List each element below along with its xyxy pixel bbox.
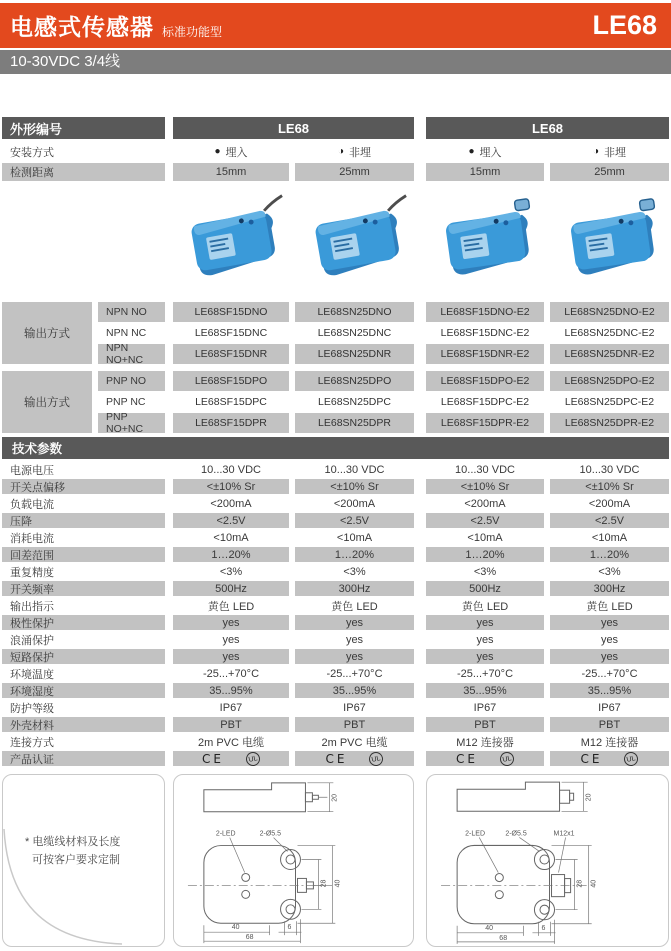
sensor-photo-connector: [426, 181, 544, 300]
part-number-cell: LE68SN25DNR: [295, 344, 414, 364]
spec-value: <200mA: [464, 497, 506, 510]
spec-row: [2, 513, 669, 528]
led-callout: 2-LED: [215, 830, 236, 838]
series-name-right: LE68: [426, 117, 669, 139]
distance-row: [2, 163, 669, 181]
spec-value: 黄色 LED: [331, 600, 378, 613]
spec-value: <3%: [343, 565, 366, 578]
mount-text: 埋入: [225, 146, 248, 159]
part-number-cell: LE68SN25DNR-E2: [550, 344, 669, 364]
dim-hole-offset: 6: [541, 924, 546, 932]
spec-value: IP67: [219, 701, 243, 714]
spec-label: 电源电压: [10, 464, 54, 477]
spec-value: <2.5V: [426, 513, 544, 528]
spec-value: IP67: [598, 701, 621, 714]
spec-value: -25...+70°C: [202, 667, 260, 680]
cert-cell: [173, 751, 289, 766]
sensor-photo-cable: [173, 181, 289, 300]
cable-drawing-panel: [173, 774, 414, 947]
spec-value: 500Hz: [426, 581, 544, 596]
spec-value: 1…20%: [295, 547, 414, 562]
spec-value: <±10% Sr: [295, 479, 414, 494]
output-type-cell: NPN NO: [98, 302, 165, 322]
series-name-left: LE68: [173, 117, 414, 139]
ul-mark-icon: UL: [499, 750, 516, 767]
dim-hole-offset: 6: [287, 924, 292, 932]
ce-mark-icon: CE: [580, 751, 603, 766]
spec-value: 10...30 VDC: [579, 463, 640, 476]
dim-hole-span: 28: [320, 879, 328, 888]
note-line-2: 可按客户要求定制: [32, 854, 120, 866]
page-subtitle: 标准功能型: [162, 25, 223, 39]
part-number-row: [98, 392, 669, 412]
non-flush-icon: ◑: [592, 146, 600, 157]
part-number-cell: LE68SN25DPO: [295, 371, 414, 391]
part-number-cell: LE68SF15DNR: [173, 344, 289, 364]
mount-cell: [426, 142, 544, 161]
spec-row: [2, 615, 669, 630]
part-number-row: [98, 371, 669, 391]
spec-label: 防护等级: [10, 702, 54, 715]
spec-value: 1…20%: [426, 547, 544, 562]
mount-text: 非埋: [349, 146, 372, 159]
part-number-cell: LE68SF15DNO-E2: [426, 302, 544, 322]
distance-value: 25mm: [550, 163, 669, 181]
spec-value: yes: [426, 615, 544, 630]
spec-value: yes: [295, 615, 414, 630]
output-type-cell: NPN NO+NC: [98, 344, 165, 364]
spec-value: <2.5V: [295, 513, 414, 528]
spec-value: yes: [426, 649, 544, 664]
spec-label: 环境温度: [10, 668, 54, 681]
spec-value: <2.5V: [550, 513, 669, 528]
spec-value: 300Hz: [295, 581, 414, 596]
spec-label: 压降: [2, 513, 165, 528]
part-number-cell: LE68SN25DPC-E2: [564, 396, 655, 408]
dim-left-width: 40: [231, 924, 240, 932]
spec-value: IP67: [473, 701, 497, 714]
mount-cell: [550, 142, 669, 161]
part-number-row: [98, 302, 669, 322]
spec-label: 连接方式: [10, 736, 54, 749]
part-number-cell: LE68SF15DPC-E2: [440, 396, 530, 408]
cert-cell: [295, 751, 414, 766]
spec-value: 10...30 VDC: [201, 463, 261, 476]
led-callout: 2-LED: [465, 830, 486, 838]
ce-mark-icon: CE: [325, 751, 348, 766]
spec-value: <200mA: [210, 497, 252, 510]
spec-value: yes: [173, 615, 289, 630]
spec-value: <10mA: [213, 531, 249, 544]
note-line-1: * 电缆线材料及长度: [25, 836, 121, 848]
part-number-cell: LE68SN25DNC: [317, 327, 392, 339]
spec-value: <10mA: [591, 531, 628, 544]
dim-total-width: 68: [499, 934, 508, 942]
ul-mark-icon: UL: [245, 750, 262, 767]
spec-value: PBT: [426, 717, 544, 732]
mount-cell: [173, 142, 289, 161]
content: [2, 117, 669, 947]
distance-value: 15mm: [173, 163, 289, 181]
spec-value: -25...+70°C: [456, 667, 514, 680]
spec-value: PBT: [173, 717, 289, 732]
mount-text: 埋入: [479, 146, 502, 159]
spec-row: [2, 632, 669, 647]
cert-label: 产品认证: [2, 751, 165, 766]
distance-label: 检测距离: [2, 163, 165, 181]
spec-value: <±10% Sr: [173, 479, 289, 494]
spec-value: <3%: [473, 565, 497, 578]
cable-dimension-drawing: [174, 775, 413, 946]
dim-body-height: 40: [590, 879, 598, 888]
spec-value: 黄色 LED: [207, 600, 255, 613]
dim-total-width: 68: [245, 934, 254, 942]
spec-value: <10mA: [336, 531, 373, 544]
ce-mark-icon: CE: [456, 751, 478, 766]
part-number-cell: LE68SF15DPR: [173, 413, 289, 433]
spec-value: <±10% Sr: [426, 479, 544, 494]
spec-value: yes: [295, 649, 414, 664]
part-number-cell: LE68SF15DNC: [194, 327, 268, 339]
spec-value: yes: [600, 633, 619, 646]
spec-label: 极性保护: [2, 615, 165, 630]
part-number-cell: LE68SF15DPO: [173, 371, 289, 391]
part-number-cell: LE68SN25DNO: [295, 302, 414, 322]
spec-value: yes: [550, 649, 669, 664]
part-number-cell: LE68SN25DPO-E2: [550, 371, 669, 391]
part-number-cell: LE68SF15DNR-E2: [426, 344, 544, 364]
spec-value: 1…20%: [550, 547, 669, 562]
output-type-cell: NPN NC: [106, 327, 147, 339]
spec-value: 35...95%: [295, 683, 414, 698]
spec-label: 短路保护: [2, 649, 165, 664]
drawing-panels: [2, 774, 669, 947]
spec-row: [2, 479, 669, 494]
corner-arc-decoration: [2, 829, 122, 947]
part-number-row: [98, 413, 669, 433]
spec-value: IP67: [343, 701, 366, 714]
spec-value: yes: [345, 633, 364, 646]
voltage-bar: 10-30VDC 3/4线: [0, 50, 671, 74]
ul-mark-icon: UL: [368, 750, 385, 767]
spec-value: 35...95%: [426, 683, 544, 698]
spec-value: yes: [550, 615, 669, 630]
spec-row: [2, 666, 669, 681]
specs-table: [2, 462, 669, 749]
spec-value: yes: [173, 649, 289, 664]
spec-row: [2, 683, 669, 698]
spec-value: PBT: [295, 717, 414, 732]
distance-value: 15mm: [426, 163, 544, 181]
spec-label: 开关频率: [2, 581, 165, 596]
spec-label: 负载电流: [10, 498, 54, 511]
output-type-cell: PNP NC: [106, 396, 146, 408]
header-bar: [0, 3, 671, 48]
flush-icon: ●: [468, 146, 475, 157]
spec-value: -25...+70°C: [581, 667, 638, 680]
output-type-cell: PNP NO+NC: [98, 413, 165, 433]
spec-value: 35...95%: [550, 683, 669, 698]
m12-callout: M12x1: [553, 830, 575, 838]
spec-row: [2, 462, 669, 477]
spec-row: [2, 700, 669, 715]
part-number-cell: LE68SF15DNC-E2: [440, 327, 530, 339]
sensor-photo-connector: [550, 181, 669, 300]
spec-value: 10...30 VDC: [455, 463, 515, 476]
dim-left-width: 40: [485, 924, 494, 932]
spec-label: 输出指示: [10, 600, 54, 613]
part-number-cell: LE68SN25DNC-E2: [564, 327, 655, 339]
spec-row: [2, 564, 669, 579]
certification-row: [2, 751, 669, 766]
dim-side-height: 20: [585, 793, 593, 802]
spec-value: <2.5V: [173, 513, 289, 528]
spec-value: <200mA: [333, 497, 376, 510]
shape-label: 外形编号: [2, 117, 165, 139]
hole-callout: 2-Ø5.5: [505, 830, 527, 838]
series-header-row: [2, 117, 669, 139]
part-number-cell: LE68SN25DPR: [295, 413, 414, 433]
dim-hole-span: 28: [576, 879, 584, 888]
dim-side-height: 20: [331, 793, 339, 802]
note-panel: [2, 774, 165, 947]
spec-value: -25...+70°C: [326, 667, 383, 680]
spec-row: [2, 734, 669, 749]
spec-value: <3%: [598, 565, 621, 578]
spec-value: 300Hz: [550, 581, 669, 596]
spec-row: [2, 547, 669, 562]
output-mode-label: 输出方式: [2, 371, 92, 433]
spec-value: <3%: [219, 565, 243, 578]
part-number-cell: LE68SF15DPR-E2: [426, 413, 544, 433]
flush-icon: ●: [214, 146, 221, 157]
ul-mark-icon: UL: [623, 750, 640, 767]
spec-label: 环境湿度: [2, 683, 165, 698]
part-number-cell: LE68SN25DPR-E2: [550, 413, 669, 433]
mount-label: 安装方式: [10, 146, 54, 159]
cert-cell: [426, 751, 544, 766]
spec-row: [2, 530, 669, 545]
spec-label: 消耗电流: [10, 532, 54, 545]
part-number-cell: LE68SF15DPO-E2: [426, 371, 544, 391]
spec-value: 2m PVC 电缆: [197, 736, 264, 749]
spec-value: 500Hz: [173, 581, 289, 596]
spec-value: 黄色 LED: [461, 600, 509, 613]
part-number-cell: LE68SF15DNO: [173, 302, 289, 322]
spec-value: 1…20%: [173, 547, 289, 562]
spec-row: [2, 598, 669, 613]
spec-label: 回差范围: [2, 547, 165, 562]
mount-cell: [295, 142, 414, 161]
spec-value: <200mA: [588, 497, 631, 510]
mount-row: [2, 142, 669, 161]
part-number-cell: LE68SN25DNO-E2: [550, 302, 669, 322]
part-number-row: [98, 344, 669, 364]
non-flush-icon: ◑: [337, 146, 345, 157]
mount-text: 非埋: [604, 146, 627, 159]
npn-table: [2, 302, 669, 364]
part-number-row: [98, 323, 669, 343]
specs-title-bar: 技术参数: [2, 437, 669, 459]
output-mode-label: 输出方式: [2, 302, 92, 364]
spec-row: [2, 581, 669, 596]
spec-value: M12 连接器: [580, 736, 639, 749]
spec-value: 10...30 VDC: [324, 463, 385, 476]
spec-value: yes: [476, 633, 494, 646]
pnp-rows: [98, 371, 669, 433]
model-number: LE68: [592, 10, 657, 40]
spec-label: 开关点偏移: [2, 479, 165, 494]
spec-value: <±10% Sr: [550, 479, 669, 494]
image-spacer: [2, 181, 165, 300]
dim-body-height: 40: [334, 879, 342, 888]
product-image-row: [2, 181, 669, 300]
spec-value: yes: [222, 633, 240, 646]
connector-drawing-panel: [426, 774, 669, 947]
sensor-photo-cable: [295, 181, 414, 300]
spec-value: PBT: [550, 717, 669, 732]
part-number-cell: LE68SN25DPC: [318, 396, 391, 408]
spec-label: 外壳材料: [2, 717, 165, 732]
ce-mark-icon: CE: [202, 751, 224, 766]
hole-callout: 2-Ø5.5: [259, 830, 281, 838]
connector-dimension-drawing: [427, 775, 668, 946]
spec-value: M12 连接器: [456, 736, 514, 749]
spec-value: <10mA: [467, 531, 503, 544]
part-number-cell: LE68SF15DPC: [195, 396, 267, 408]
spec-label: 浪涌保护: [10, 634, 54, 647]
npn-rows: [98, 302, 669, 364]
output-type-cell: PNP NO: [98, 371, 165, 391]
spec-row: [2, 496, 669, 511]
spec-value: 黄色 LED: [586, 600, 633, 613]
spec-value: 35...95%: [173, 683, 289, 698]
cert-cell: [550, 751, 669, 766]
distance-value: 25mm: [295, 163, 414, 181]
spec-value: 2m PVC 电缆: [321, 736, 388, 749]
page-title: 电感式传感器: [10, 14, 154, 40]
spec-row: [2, 649, 669, 664]
spec-label: 重复精度: [10, 566, 54, 579]
pnp-table: [2, 371, 669, 433]
spec-row: [2, 717, 669, 732]
